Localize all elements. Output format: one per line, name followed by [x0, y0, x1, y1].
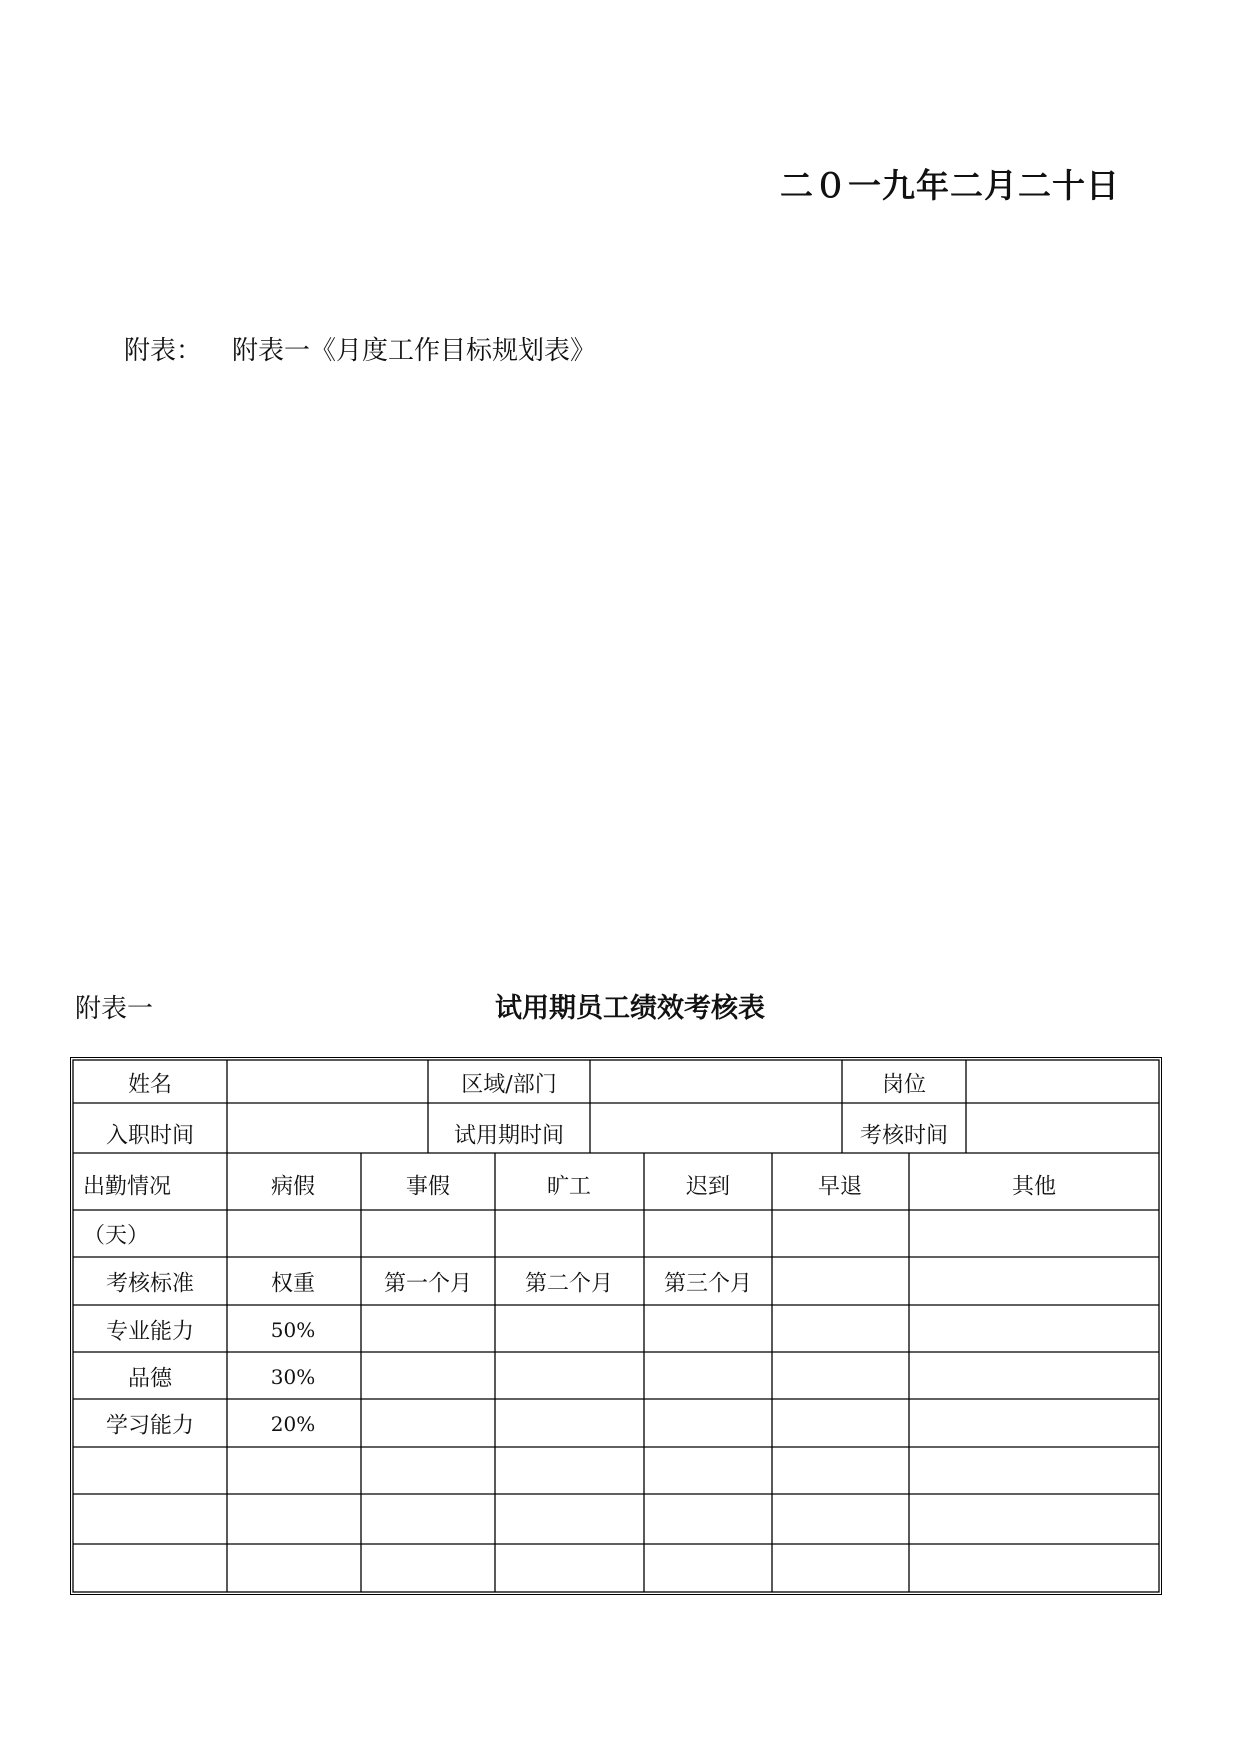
position-label: 岗位 [881, 1072, 927, 1098]
attendance-col-late: 迟到 [685, 1174, 731, 1200]
criteria-professional: 专业能力 [105, 1319, 195, 1345]
weight-professional: 50% [270, 1318, 316, 1342]
appendix-label: 附表一 [75, 994, 154, 1024]
performance-review-table [70, 1057, 1162, 1595]
attendance-col-absent: 旷工 [546, 1174, 592, 1200]
weight-header: 权重 [270, 1271, 316, 1297]
month-3-header: 第三个月 [663, 1271, 753, 1297]
month-2-header: 第二个月 [524, 1271, 614, 1297]
weight-learning: 20% [270, 1412, 316, 1436]
attendance-col-sick-leave: 病假 [270, 1174, 316, 1200]
review-date-label: 考核时间 [859, 1123, 949, 1149]
attendance-col-other: 其他 [1011, 1174, 1057, 1200]
table-grid-lines [71, 1058, 1161, 1594]
probation-period-label: 试用期时间 [453, 1123, 565, 1149]
region-dept-label: 区域/部门 [461, 1072, 557, 1098]
attendance-unit: （天） [83, 1223, 150, 1249]
attachments-line [124, 330, 596, 367]
attendance-label: 出勤情况 [83, 1174, 172, 1200]
criteria-header: 考核标准 [105, 1271, 195, 1297]
form-title: 试用期员工绩效考核表 [495, 993, 765, 1024]
attendance-col-personal-leave: 事假 [405, 1174, 451, 1200]
month-1-header: 第一个月 [383, 1271, 473, 1297]
attendance-col-early-leave: 早退 [817, 1174, 863, 1200]
attachment-item: 附表一《月度工作目标规划表》 [232, 336, 597, 366]
criteria-learning: 学习能力 [105, 1413, 195, 1439]
join-date-label: 入职时间 [105, 1123, 195, 1149]
weight-morality: 30% [270, 1365, 316, 1389]
name-label: 姓名 [127, 1072, 173, 1098]
attachments-label: 附表： [124, 336, 203, 366]
criteria-morality: 品德 [127, 1366, 173, 1392]
document-date: 二０一九年二月二十日 [780, 166, 1120, 205]
